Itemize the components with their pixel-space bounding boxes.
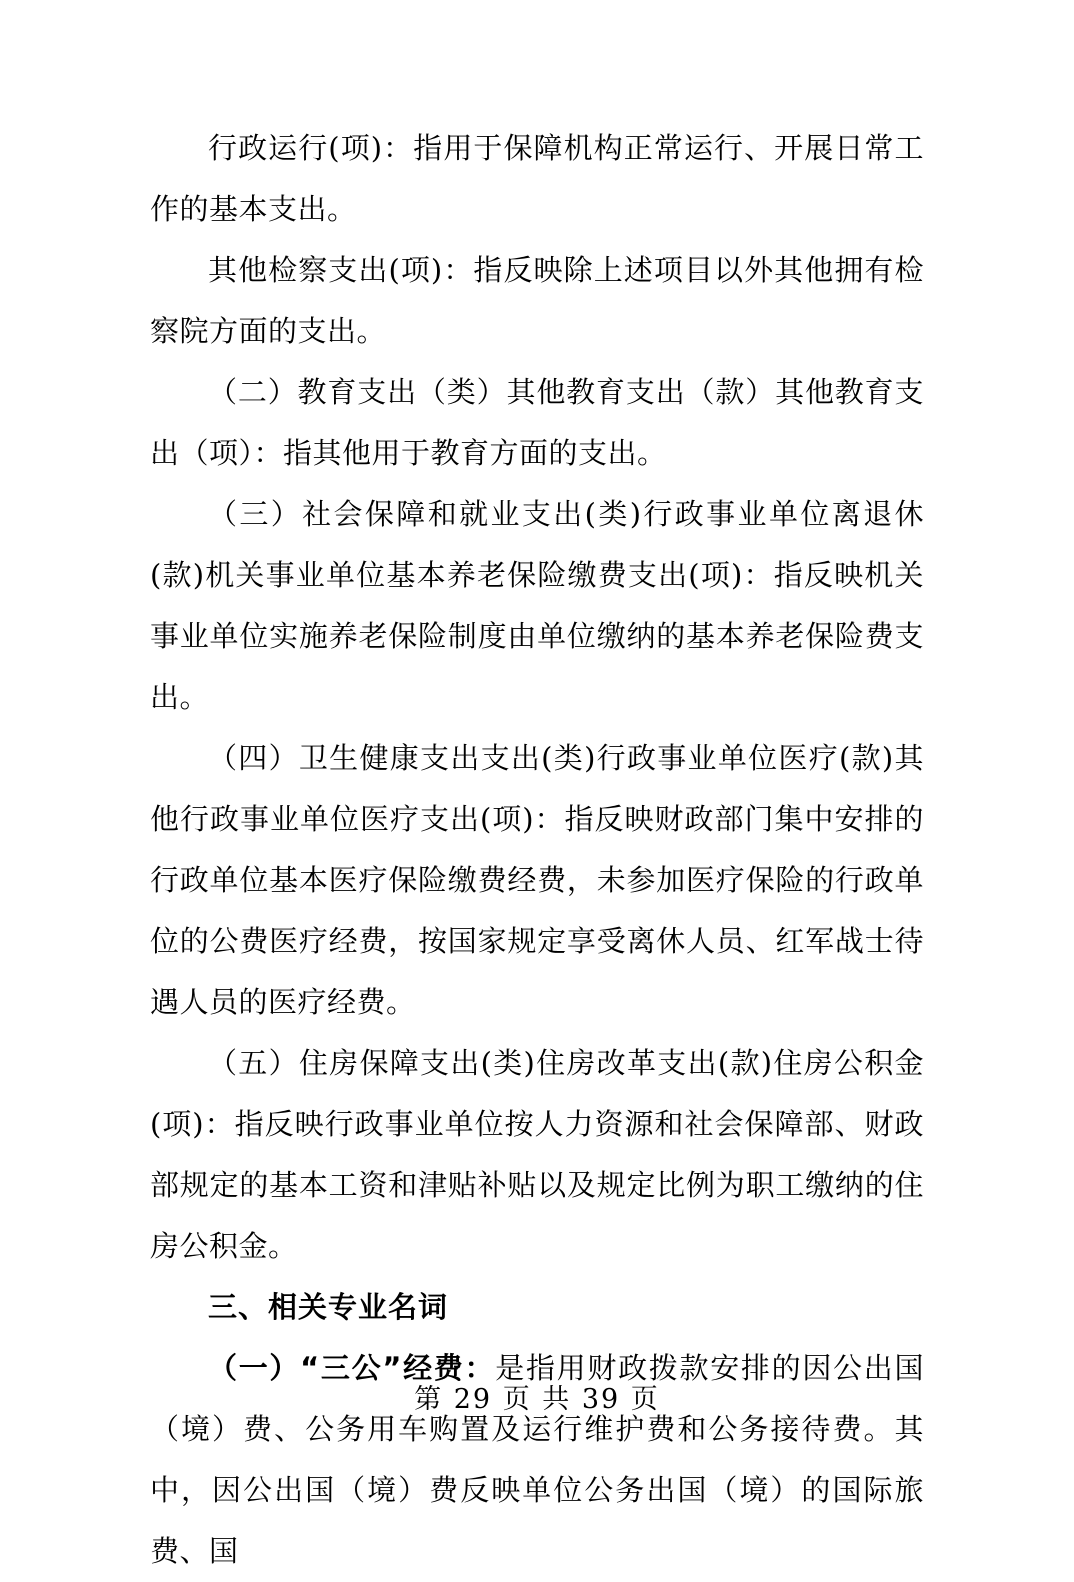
term-text-three-public-funds: 是指用财政拨款安排的因公出国（境）费、公务用车购置及运行维护费和公务接待费。其中，因公出国（境）费反映单位公务出国（境）的国际旅费、国 <box>150 1351 924 1568</box>
paragraph-three-public-funds <box>150 1338 924 1582</box>
document-body <box>150 118 924 1582</box>
section-heading-related-terms: 三、相关专业名词 <box>208 1290 449 1324</box>
term-label-three-public-funds: （一）“三公”经费： <box>208 1351 496 1385</box>
paragraph-other-procuratorial-expenditure: 其他检察支出(项)：指反映除上述项目以外其他拥有检察院方面的支出。 <box>150 253 924 348</box>
page-footer: 第 29 页 共 39 页 <box>414 1384 660 1415</box>
paragraph-housing-security-expenditure: （五）住房保障支出(类)住房改革支出(款)住房公积金(项)：指反映行政事业单位按人力资源和社会保障部、财政部规定的基本工资和津贴补贴以及规定比例为职工缴纳的住房公积金。 <box>150 1046 924 1263</box>
paragraph-education-expenditure: （二）教育支出（类）其他教育支出（款）其他教育支出（项）：指其他用于教育方面的支出。 <box>150 375 924 470</box>
paragraph-administrative-operation: 行政运行(项)：指用于保障机构正常运行、开展日常工作的基本支出。 <box>150 131 924 226</box>
paragraph-social-security-employment: （三）社会保障和就业支出(类)行政事业单位离退休(款)机关事业单位基本养老保险缴费支出(项)：指反映机关事业单位实施养老保险制度由单位缴纳的基本养老保险费支出。 <box>150 497 924 714</box>
paragraph-health-expenditure: （四）卫生健康支出支出(类)行政事业单位医疗(款)其他行政事业单位医疗支出(项)：指反映财政部门集中安排的行政单位基本医疗保险缴费经费，未参加医疗保险的行政单位的公费医疗经费，按国家规定享受离休人员、红军战士待遇人员的医疗经费。 <box>150 741 924 1019</box>
